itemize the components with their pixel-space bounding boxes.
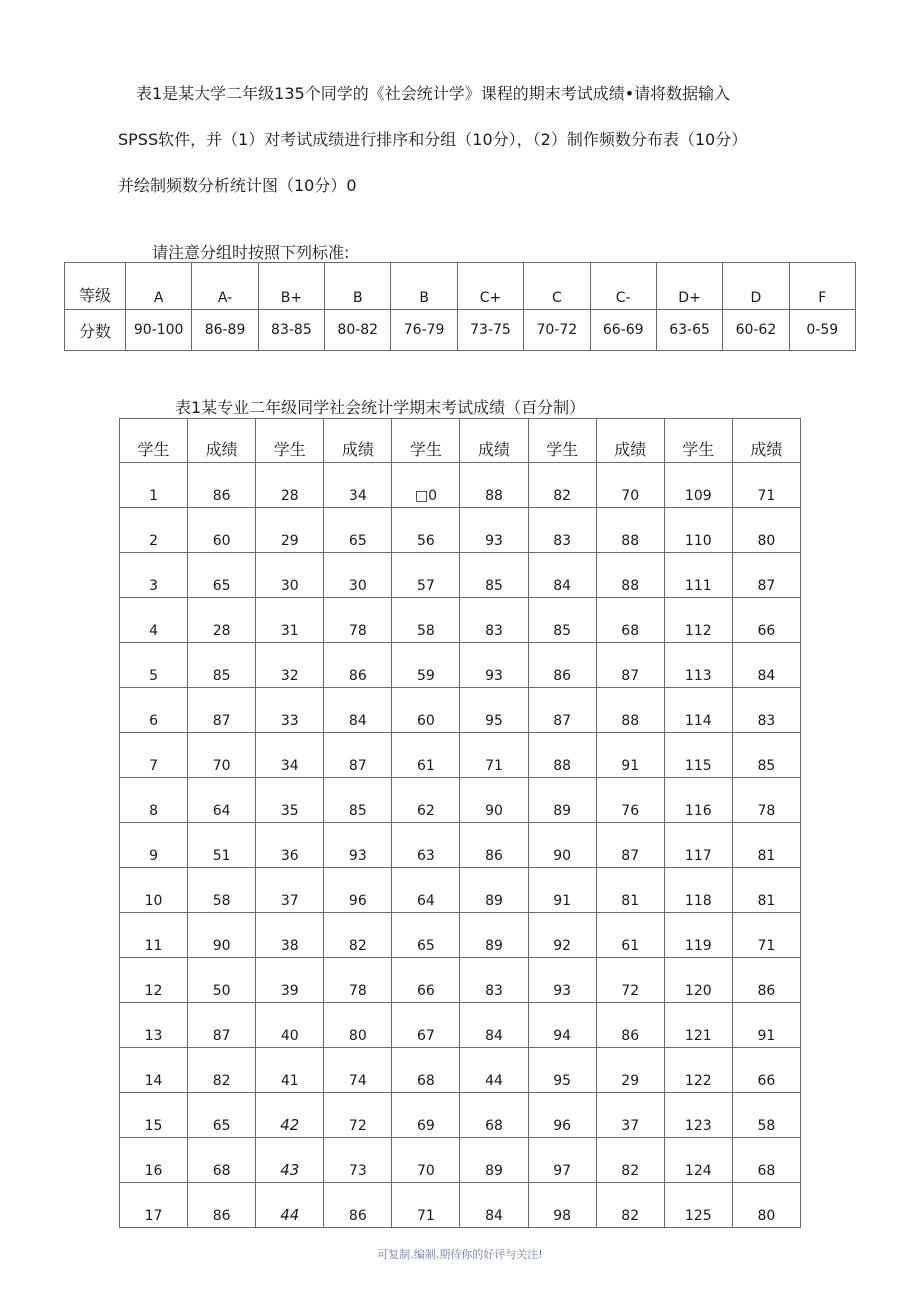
range-cell: 63-65	[656, 310, 722, 351]
student-id-cell: 14	[120, 1048, 188, 1093]
student-id-cell: 92	[528, 913, 596, 958]
range-cell: 66-69	[590, 310, 656, 351]
student-id-cell: 43	[256, 1138, 324, 1183]
table-row	[120, 913, 801, 958]
score-cell: 84	[732, 643, 800, 688]
score-cell: 66	[732, 1048, 800, 1093]
student-id-cell: 90	[528, 823, 596, 868]
student-id-cell: 60	[392, 688, 460, 733]
student-id-cell: 66	[392, 958, 460, 1003]
student-id-cell: 115	[664, 733, 732, 778]
student-id-cell: 61	[392, 733, 460, 778]
score-cell: 30	[324, 553, 392, 598]
score-cell: 86	[732, 958, 800, 1003]
score-cell: 87	[596, 643, 664, 688]
score-cell: 86	[460, 823, 528, 868]
student-id-cell: 67	[392, 1003, 460, 1048]
student-id-cell: 35	[256, 778, 324, 823]
grade-cell: A	[126, 263, 192, 310]
header-score: 成绩	[732, 419, 800, 463]
score-cell: 87	[324, 733, 392, 778]
score-cell: 88	[596, 688, 664, 733]
score-cell: 84	[324, 688, 392, 733]
student-id-cell: 63	[392, 823, 460, 868]
score-cell: 85	[460, 553, 528, 598]
score-cell: 34	[324, 463, 392, 508]
table-row	[120, 958, 801, 1003]
student-id-cell: 7	[120, 733, 188, 778]
student-id-cell: 28	[256, 463, 324, 508]
range-row-label: 分数	[65, 310, 126, 351]
student-id-cell: 118	[664, 868, 732, 913]
table-row	[120, 1093, 801, 1138]
score-cell: 70	[188, 733, 256, 778]
student-id-cell: 93	[528, 958, 596, 1003]
student-id-cell: 64	[392, 868, 460, 913]
score-cell: 68	[596, 598, 664, 643]
score-cell: 64	[188, 778, 256, 823]
score-cell: 86	[188, 463, 256, 508]
score-cell: 44	[460, 1048, 528, 1093]
score-cell: 87	[188, 1003, 256, 1048]
student-id-cell: 33	[256, 688, 324, 733]
intro-line-1: 表1是某大学二年级135个同学的《社会统计学》课程的期末考试成绩•请将数据输入	[136, 84, 731, 103]
score-cell: 93	[324, 823, 392, 868]
student-id-cell: 98	[528, 1183, 596, 1228]
table-row	[120, 508, 801, 553]
table-row	[120, 823, 801, 868]
student-id-cell: 57	[392, 553, 460, 598]
score-cell: 70	[596, 463, 664, 508]
score-cell: 85	[324, 778, 392, 823]
score-cell: 82	[324, 913, 392, 958]
student-id-cell: 39	[256, 958, 324, 1003]
score-cell: 65	[188, 1093, 256, 1138]
score-cell: 71	[460, 733, 528, 778]
score-cell: 91	[732, 1003, 800, 1048]
score-cell: 80	[732, 508, 800, 553]
table-row	[120, 1138, 801, 1183]
student-id-cell: 42	[256, 1093, 324, 1138]
score-cell: 91	[596, 733, 664, 778]
score-cell: 81	[596, 868, 664, 913]
score-cell: 93	[460, 508, 528, 553]
score-cell: 60	[188, 508, 256, 553]
score-cell: 88	[596, 508, 664, 553]
intro-line-3: 并绘制频数分析统计图（10分）0	[118, 176, 357, 195]
student-id-cell: 40	[256, 1003, 324, 1048]
student-id-cell: 91	[528, 868, 596, 913]
score-cell: 37	[596, 1093, 664, 1138]
student-id-cell: 87	[528, 688, 596, 733]
grade-cell: B	[391, 263, 457, 310]
grade-cell: F	[789, 263, 855, 310]
score-cell: 88	[596, 553, 664, 598]
range-cell: 60-62	[723, 310, 789, 351]
student-id-cell: 38	[256, 913, 324, 958]
range-cell: 86-89	[192, 310, 258, 351]
student-id-cell: 110	[664, 508, 732, 553]
student-id-cell: 6	[120, 688, 188, 733]
score-cell: 72	[596, 958, 664, 1003]
student-id-cell: 44	[256, 1183, 324, 1228]
header-student: 学生	[664, 419, 732, 463]
score-cell: 89	[460, 868, 528, 913]
score-cell: 84	[460, 1183, 528, 1228]
student-id-cell: □0	[392, 463, 460, 508]
student-id-cell: 34	[256, 733, 324, 778]
score-cell: 81	[732, 868, 800, 913]
grade-cell: D+	[656, 263, 722, 310]
score-cell: 83	[460, 598, 528, 643]
table-row	[120, 463, 801, 508]
score-cell: 86	[596, 1003, 664, 1048]
footer-note: 可复制.编制.期待你的好评与关注!	[377, 1248, 543, 1261]
student-id-cell: 123	[664, 1093, 732, 1138]
student-id-cell: 83	[528, 508, 596, 553]
student-id-cell: 4	[120, 598, 188, 643]
score-cell: 85	[732, 733, 800, 778]
range-cell: 83-85	[258, 310, 324, 351]
table-row	[120, 868, 801, 913]
score-cell: 86	[324, 1183, 392, 1228]
student-id-cell: 31	[256, 598, 324, 643]
student-id-cell: 13	[120, 1003, 188, 1048]
grade-cell: A-	[192, 263, 258, 310]
student-id-cell: 113	[664, 643, 732, 688]
score-cell: 68	[188, 1138, 256, 1183]
student-id-cell: 95	[528, 1048, 596, 1093]
score-cell: 68	[732, 1138, 800, 1183]
score-cell: 87	[596, 823, 664, 868]
score-cell: 74	[324, 1048, 392, 1093]
student-id-cell: 109	[664, 463, 732, 508]
score-cell: 28	[188, 598, 256, 643]
score-cell: 51	[188, 823, 256, 868]
table-row	[120, 1183, 801, 1228]
score-cell: 81	[732, 823, 800, 868]
student-id-cell: 15	[120, 1093, 188, 1138]
header-student: 学生	[256, 419, 324, 463]
table-row	[120, 1048, 801, 1093]
score-cell: 82	[596, 1138, 664, 1183]
student-id-cell: 8	[120, 778, 188, 823]
range-cell: 76-79	[391, 310, 457, 351]
student-id-cell: 71	[392, 1183, 460, 1228]
grade-cell: B+	[258, 263, 324, 310]
student-id-cell: 84	[528, 553, 596, 598]
student-id-cell: 97	[528, 1138, 596, 1183]
header-student: 学生	[528, 419, 596, 463]
student-id-cell: 5	[120, 643, 188, 688]
student-id-cell: 117	[664, 823, 732, 868]
score-cell: 95	[460, 688, 528, 733]
score-cell: 82	[596, 1183, 664, 1228]
student-id-cell: 59	[392, 643, 460, 688]
student-id-cell: 125	[664, 1183, 732, 1228]
table-row	[120, 553, 801, 598]
range-cell: 90-100	[126, 310, 192, 351]
student-id-cell: 122	[664, 1048, 732, 1093]
student-id-cell: 2	[120, 508, 188, 553]
student-id-cell: 112	[664, 598, 732, 643]
score-cell: 72	[324, 1093, 392, 1138]
score-table-header	[120, 419, 801, 463]
score-cell: 83	[732, 688, 800, 733]
table-row	[120, 778, 801, 823]
student-id-cell: 94	[528, 1003, 596, 1048]
student-id-cell: 56	[392, 508, 460, 553]
score-cell: 89	[460, 1138, 528, 1183]
table-row	[120, 1003, 801, 1048]
score-cell: 90	[188, 913, 256, 958]
score-cell: 68	[460, 1093, 528, 1138]
range-cell: 70-72	[524, 310, 590, 351]
student-id-cell: 58	[392, 598, 460, 643]
table-row	[120, 643, 801, 688]
student-id-cell: 124	[664, 1138, 732, 1183]
table-row	[120, 688, 801, 733]
student-id-cell: 10	[120, 868, 188, 913]
student-id-cell: 88	[528, 733, 596, 778]
student-id-cell: 1	[120, 463, 188, 508]
score-cell: 78	[324, 598, 392, 643]
grade-note: 请注意分组时按照下列标准:	[152, 243, 350, 262]
grade-cell: C+	[457, 263, 523, 310]
student-id-cell: 16	[120, 1138, 188, 1183]
intro-line-2: SPSS软件，并（1）对考试成绩进行排序和分组（10分），（2）制作频数分布表（10分）	[118, 130, 748, 149]
range-cell: 80-82	[325, 310, 391, 351]
score-cell: 71	[732, 913, 800, 958]
student-id-cell: 120	[664, 958, 732, 1003]
range-cell: 73-75	[457, 310, 523, 351]
student-id-cell: 89	[528, 778, 596, 823]
student-id-cell: 30	[256, 553, 324, 598]
score-cell: 86	[188, 1183, 256, 1228]
score-cell: 82	[188, 1048, 256, 1093]
student-id-cell: 116	[664, 778, 732, 823]
student-id-cell: 119	[664, 913, 732, 958]
student-id-cell: 9	[120, 823, 188, 868]
score-cell: 93	[460, 643, 528, 688]
student-id-cell: 82	[528, 463, 596, 508]
grade-row	[65, 263, 856, 310]
student-id-cell: 68	[392, 1048, 460, 1093]
score-cell: 65	[188, 553, 256, 598]
score-cell: 73	[324, 1138, 392, 1183]
grade-cell: C-	[590, 263, 656, 310]
student-id-cell: 86	[528, 643, 596, 688]
score-cell: 84	[460, 1003, 528, 1048]
student-id-cell: 36	[256, 823, 324, 868]
student-id-cell: 69	[392, 1093, 460, 1138]
student-id-cell: 62	[392, 778, 460, 823]
score-cell: 71	[732, 463, 800, 508]
score-cell: 83	[460, 958, 528, 1003]
student-id-cell: 70	[392, 1138, 460, 1183]
student-id-cell: 96	[528, 1093, 596, 1138]
student-id-cell: 12	[120, 958, 188, 1003]
grade-standard-table	[64, 262, 856, 351]
grade-row-label: 等级	[65, 263, 126, 310]
score-cell: 29	[596, 1048, 664, 1093]
student-id-cell: 37	[256, 868, 324, 913]
score-cell: 80	[324, 1003, 392, 1048]
student-id-cell: 29	[256, 508, 324, 553]
score-cell: 96	[324, 868, 392, 913]
score-cell: 88	[460, 463, 528, 508]
student-id-cell: 85	[528, 598, 596, 643]
student-id-cell: 3	[120, 553, 188, 598]
header-student: 学生	[392, 419, 460, 463]
header-score: 成绩	[188, 419, 256, 463]
score-cell: 78	[732, 778, 800, 823]
student-id-cell: 41	[256, 1048, 324, 1093]
header-score: 成绩	[460, 419, 528, 463]
score-table	[119, 418, 801, 1228]
header-score: 成绩	[596, 419, 664, 463]
student-id-cell: 11	[120, 913, 188, 958]
score-cell: 86	[324, 643, 392, 688]
student-id-cell: 32	[256, 643, 324, 688]
score-cell: 50	[188, 958, 256, 1003]
header-student: 学生	[120, 419, 188, 463]
score-cell: 65	[324, 508, 392, 553]
score-cell: 66	[732, 598, 800, 643]
grade-cell: C	[524, 263, 590, 310]
score-cell: 87	[188, 688, 256, 733]
score-cell: 61	[596, 913, 664, 958]
score-cell: 90	[460, 778, 528, 823]
score-cell: 85	[188, 643, 256, 688]
grade-cell: B	[325, 263, 391, 310]
score-table-title: 表1某专业二年级同学社会统计学期末考试成绩（百分制）	[175, 398, 586, 417]
table-row	[120, 733, 801, 778]
student-id-cell: 111	[664, 553, 732, 598]
header-score: 成绩	[324, 419, 392, 463]
student-id-cell: 114	[664, 688, 732, 733]
score-cell: 78	[324, 958, 392, 1003]
range-cell: 0-59	[789, 310, 855, 351]
table-row	[120, 598, 801, 643]
score-cell: 76	[596, 778, 664, 823]
student-id-cell: 17	[120, 1183, 188, 1228]
student-id-cell: 65	[392, 913, 460, 958]
score-cell: 58	[188, 868, 256, 913]
score-cell: 89	[460, 913, 528, 958]
score-cell: 87	[732, 553, 800, 598]
grade-cell: D	[723, 263, 789, 310]
range-row	[65, 310, 856, 351]
student-id-cell: 121	[664, 1003, 732, 1048]
score-cell: 58	[732, 1093, 800, 1138]
score-cell: 80	[732, 1183, 800, 1228]
